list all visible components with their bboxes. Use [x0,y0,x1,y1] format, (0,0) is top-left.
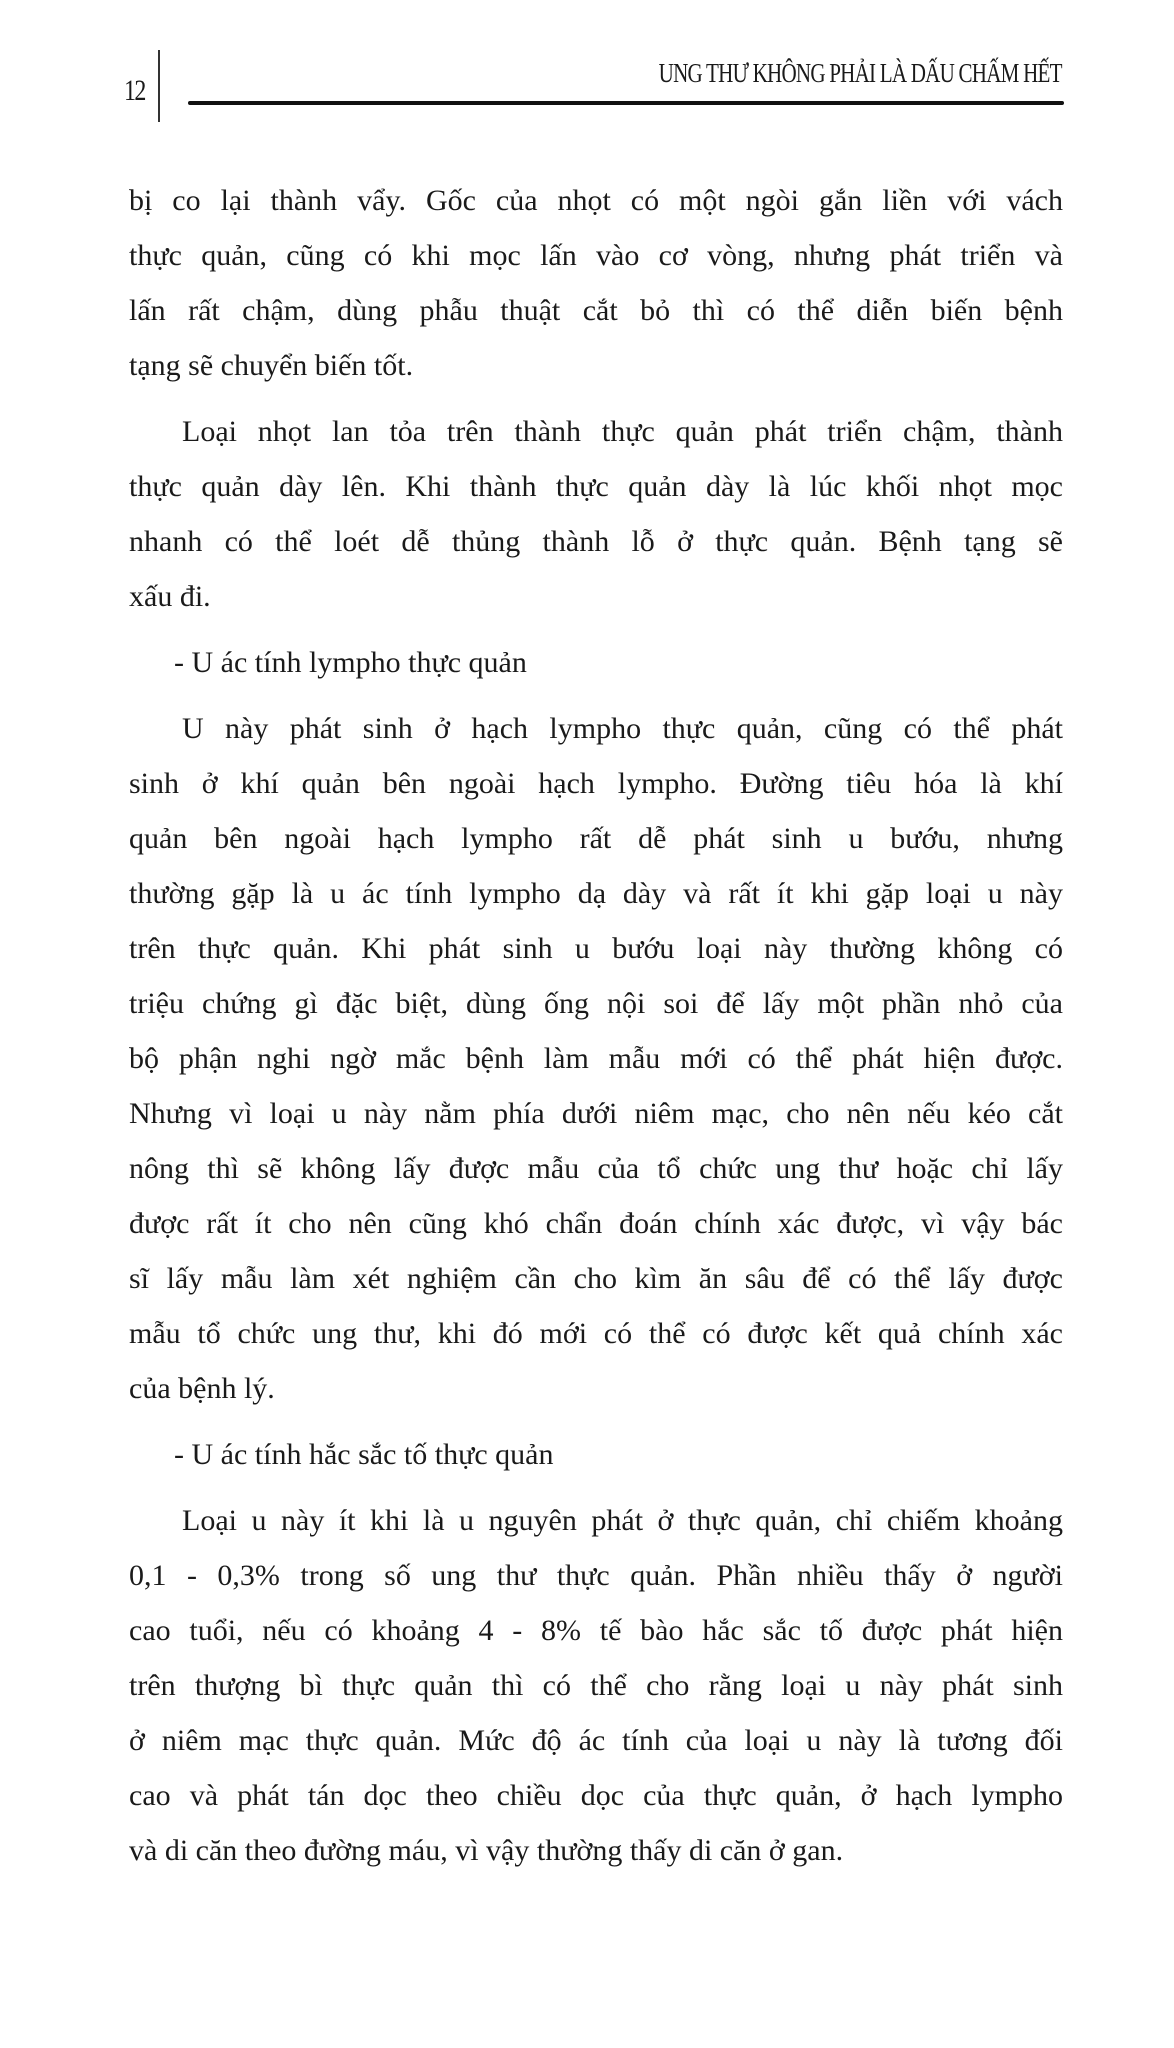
text-line: trên thượng bì thực quản thì có thể cho rằng loại u này phát sinh [129,1669,1063,1702]
text-line: ở niêm mạc thực quản. Mức độ ác tính của loại u này là tương đối [129,1724,1063,1757]
text-line: sĩ lấy mẫu làm xét nghiệm cần cho kìm ăn sâu để có thể lấy được [129,1262,1063,1295]
text-line: được rất ít cho nên cũng khó chẩn đoán chính xác được, vì vậy bác [129,1207,1063,1240]
text-line: thực quản dày lên. Khi thành thực quản dày là lúc khối nhọt mọc [129,470,1063,503]
text-line: Loại nhọt lan tỏa trên thành thực quản phát triển chậm, thành [182,415,1063,448]
text-line: của bệnh lý. [129,1372,275,1405]
header-divider [158,50,160,122]
paragraph [129,173,1063,393]
text-line: nông thì sẽ không lấy được mẫu của tổ chức ung thư hoặc chỉ lấy [129,1152,1063,1185]
text-line: thực quản, cũng có khi mọc lấn vào cơ vòng, nhưng phát triển và [129,239,1063,272]
text-line: - U ác tính lympho thực quản [174,646,527,679]
text-line: triệu chứng gì đặc biệt, dùng ống nội soi để lấy một phần nhỏ của [129,987,1063,1020]
text-line: 0,1 - 0,3% trong số ung thư thực quản. Phần nhiều thấy ở người [129,1559,1063,1592]
text-line: Loại u này ít khi là u nguyên phát ở thực quản, chỉ chiếm khoảng [182,1504,1063,1537]
text-line: bộ phận nghi ngờ mắc bệnh làm mẫu mới có thể phát hiện được. [129,1042,1063,1075]
text-line: cao và phát tán dọc theo chiều dọc của thực quản, ở hạch lympho [129,1779,1063,1812]
header-rule [188,101,1064,105]
text-line: - U ác tính hắc sắc tố thực quản [174,1438,554,1471]
paragraph [129,1493,1063,1878]
section-heading [129,1427,1063,1482]
page-number: 12 [124,74,145,107]
text-line: tạng sẽ chuyển biến tốt. [129,349,414,382]
text-line: cao tuổi, nếu có khoảng 4 - 8% tế bào hắc sắc tố được phát hiện [129,1614,1063,1647]
text-line: U này phát sinh ở hạch lympho thực quản, cũng có thể phát [182,712,1063,745]
section-heading [129,635,1063,690]
text-line: trên thực quản. Khi phát sinh u bướu loại này thường không có [129,932,1063,965]
text-line: sinh ở khí quản bên ngoài hạch lympho. Đường tiêu hóa là khí [129,767,1063,800]
text-line: Nhưng vì loại u này nằm phía dưới niêm mạc, cho nên nếu kéo cắt [129,1097,1063,1130]
text-line: xấu đi. [129,580,211,613]
running-title: UNG THƯ KHÔNG PHẢI LÀ DẤU CHẤM HẾT [658,58,1062,88]
text-line: thường gặp là u ác tính lympho dạ dày và rất ít khi gặp loại u này [129,877,1063,910]
text-line: nhanh có thể loét dễ thủng thành lỗ ở thực quản. Bệnh tạng sẽ [129,525,1063,558]
text-line: bị co lại thành vẩy. Gốc của nhọt có một ngòi gắn liền với vách [129,184,1063,217]
text-line: lấn rất chậm, dùng phẫu thuật cắt bỏ thì có thể diễn biến bệnh [129,294,1063,327]
text-line: quản bên ngoài hạch lympho rất dễ phát sinh u bướu, nhưng [129,822,1063,855]
paragraph [129,404,1063,624]
paragraph [129,701,1063,1416]
text-line: và di căn theo đường máu, vì vậy thường thấy di căn ở gan. [129,1834,844,1867]
page-body [129,173,1063,1889]
text-line: mẫu tổ chức ung thư, khi đó mới có thể có được kết quả chính xác [129,1317,1063,1350]
